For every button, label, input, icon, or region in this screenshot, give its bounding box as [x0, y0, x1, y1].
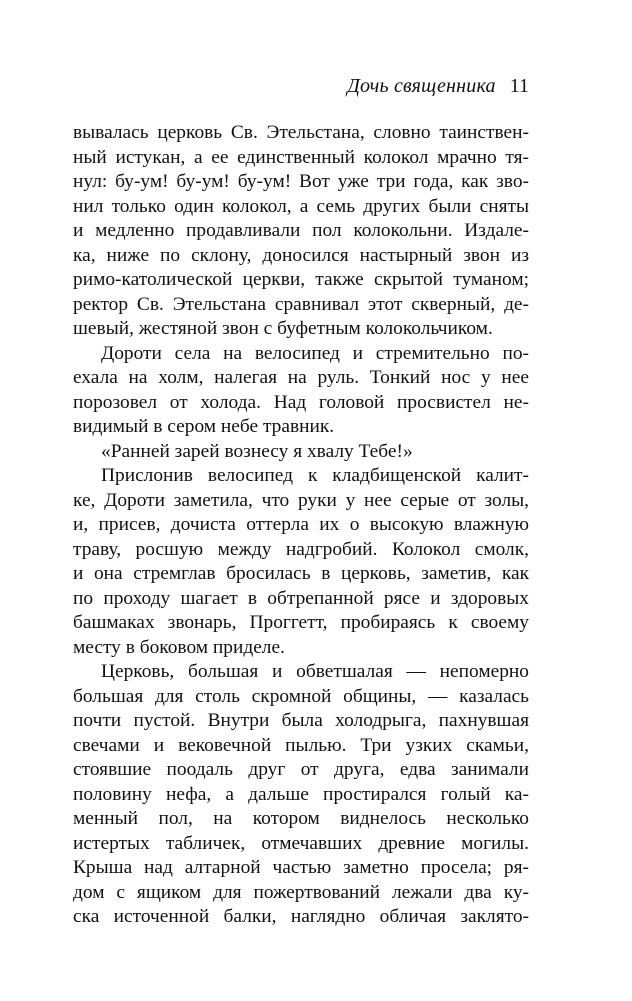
text-line: Прислонив велосипед к кладбищенской калит- — [101, 465, 529, 486]
running-header — [347, 74, 529, 98]
text-line: Церковь, большая и обветшалая — непомерно — [101, 661, 529, 682]
text-line: вывалась церковь Св. Этельстана, словно таинствен- — [73, 122, 529, 143]
text-line: истертых табличек, отмечавших древние могилы. — [73, 832, 529, 854]
text-line: и медленно продавливали пол колокольни. Издале- — [73, 220, 529, 241]
text-line: большая для столь скромной общины, — казалась — [73, 685, 529, 707]
text-line: по проходу шагает в обтрепанной рясе и здоровых — [73, 587, 529, 609]
text-line: нил только один колокол, а семь других были сняты — [73, 195, 529, 217]
text-line: свечами и вековечной пылью. Три узких скамьи, — [73, 734, 529, 756]
text-line: и она стремглав бросилась в церковь, заметив, как — [73, 563, 529, 584]
text-line: траву, росшую между надгробий. Колокол смолк, — [73, 538, 529, 560]
text-line: ный истукан, а ее единственный колокол мрачно тя- — [73, 146, 529, 168]
text-line: месту в боковом приделе. — [73, 636, 285, 658]
text-line: Дороти села на велосипед и стремительно по- — [101, 342, 529, 364]
text-line: ехала на холм, налегая на руль. Тонкий нос у нее — [73, 367, 529, 388]
body-text — [73, 121, 529, 930]
text-line: башмаках звонарь, Проггетт, пробираясь к своему — [73, 612, 529, 633]
text-line: ка, ниже по склону, доносился настырный звон из — [73, 244, 529, 266]
text-line: ректор Св. Этельстана сравнивал этот скверный, де- — [73, 293, 529, 315]
text-line: половину нефа, а дальше простирался голый ка- — [73, 783, 529, 805]
text-line: порозовел от холода. Над головой просвистел не- — [73, 391, 529, 413]
page-number: 11 — [509, 75, 529, 97]
text-line: нул: бу-ум! бу-ум! бу-ум! Вот уже три года, как зво- — [73, 171, 529, 192]
text-line: шевый, жестяной звон с буфетным колокольчиком. — [73, 318, 493, 339]
text-line: ска источенной балки, наглядно обличая заклято- — [73, 906, 529, 927]
text-line: почти пустой. Внутри была холодрыга, пахнувшая — [73, 710, 529, 731]
text-line: менный пол, на котором виднелось несколько — [73, 808, 529, 829]
text-line: Крыша над алтарной частью заметно просела; ря- — [73, 857, 529, 878]
book-title: Дочь священника — [347, 75, 496, 97]
text-line: и, присев, дочиста оттерла их о высокую влажную — [73, 514, 529, 535]
text-line: ке, Дороти заметила, что руки у нее серые от золы, — [73, 489, 529, 511]
text-line: римо-католической церкви, также скрытой туманом; — [73, 269, 529, 290]
text-line: стоявшие поодаль друг от друга, едва занимали — [73, 759, 529, 780]
text-line: дом с ящиком для пожертвований лежали два ку- — [73, 881, 529, 903]
text-line: видимый в сером небе травник. — [73, 416, 335, 437]
text-line: «Ранней зарей вознесу я хвалу Тебе!» — [101, 440, 413, 462]
